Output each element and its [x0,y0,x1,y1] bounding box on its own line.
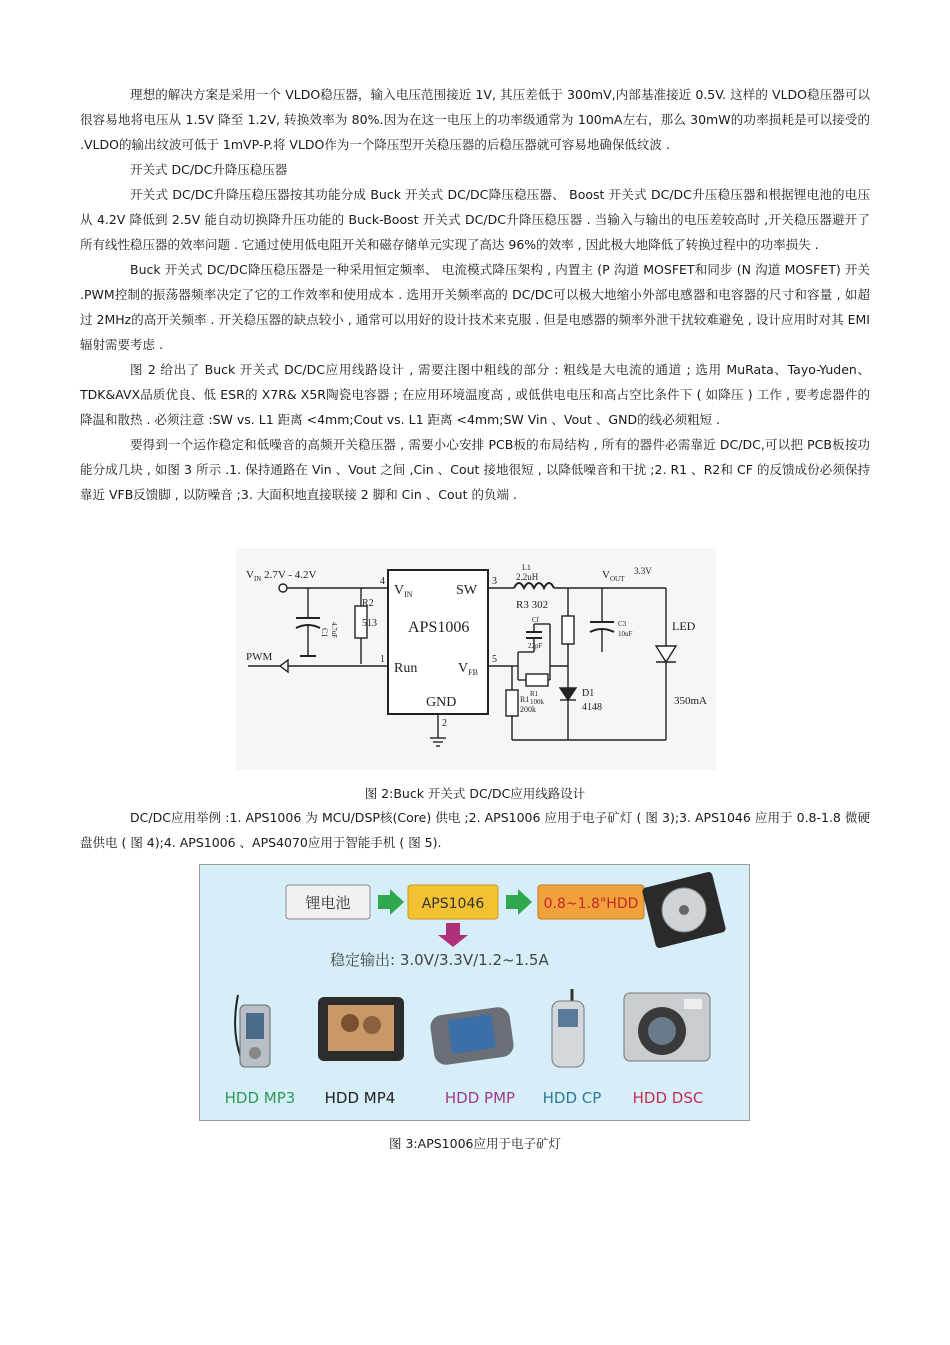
device-label-pmp: HDD PMP [444,1089,516,1107]
r1-feedback-value: 100k [530,698,544,706]
chip-name: APS1006 [408,619,470,636]
led-label: LED [672,619,696,633]
figure3-caption: 图 3:APS1006应用于电子矿灯 [389,1136,561,1151]
stable-output-label: 稳定输出: 3.0V/3.3V/1.2~1.5A [330,951,549,969]
section-heading-buck-boost: 开关式 DC/DC升降压稳压器 [130,162,288,177]
l1-value: 2.2uH [516,572,539,582]
hdd-box-label: 0.8~1.8"HDD [543,896,639,912]
arrow-down-icon [438,923,468,947]
pin-sw-label: SW [456,583,477,598]
mp4-player-icon [318,997,404,1061]
vout-label: $V_{OUT}$ [602,569,625,583]
pin-gnd-label: GND [426,695,457,710]
pin-run-label: Run [394,661,418,676]
pin-4-number: 4 [380,576,385,587]
paragraph-vldo: 理想的解决方案是采用一个 VLDO稳压器，输入电压范围接近 1V, 其压差低于 300mV,内部基准接近 0.5V. 这样的 VLDO稳压器可以很容易地将电压从 1.5V 降至 1.2V, 转换效率为 80%.因为在这一电压上的功率级通常为 100mA左右，那么 30mW的功率损耗是可以接受的 .VLDO的输出纹波可低于 1mVP-P.将 VLDO作为一个降压型开关稳压器的后稳压器就可容易地确保低纹波 . [80,87,870,152]
device-label-dsc: HDD DSC [632,1089,704,1107]
application-figure [199,864,750,1121]
battery-box-label: 锂电池 [305,894,351,912]
c1-label: C1 [320,628,329,638]
c3-value: 10uF [618,630,633,638]
c3-label: C3 [618,620,627,628]
pin-vfb-label: $V_{FB}$ [458,661,478,677]
device-label-mp3: HDD MP3 [224,1089,296,1107]
vin-label: $V_{IN}$ 2.7V - 4.2V [246,569,317,583]
text-block-upper [80,82,870,507]
mp3-player-icon [235,995,270,1067]
digital-camera-icon [624,993,710,1061]
arrow-right-icon [378,889,404,915]
d1-value: 4148 [582,702,602,713]
device-label-cp: HDD CP [542,1089,602,1107]
cell-phone-icon [552,989,584,1067]
r1-value: 200k [520,705,536,714]
figure2-caption: 图 2:Buck 开关式 DC/DC应用线路设计 [364,786,586,801]
pin-2-number: 2 [442,718,447,729]
paragraph-applications: DC/DC应用举例 :1. APS1006 为 MCU/DSP核(Core) 供电 ;2. APS1006 应用于电子矿灯 ( 图 3);3. APS1046 应用于 0.8-1.8 微硬盘供电 ( 图 4);4. APS1006 、APS4070应用于智能手机 ( 图 5). [80,810,870,850]
pin-5-number: 5 [492,654,497,665]
r2-value: 513 [362,618,377,629]
cf-value: 22pF [528,642,543,650]
paragraph-buck: Buck 开关式 DC/DC降压稳压器是一种采用恒定频率、 电流模式降压架构 , 内置主 (P 沟道 MOSFET和同步 (N 沟道 MOSFET) 开关 .PWM控制的振荡器频率决定了它的工作效率和使用成本 . 选用开关频率高的 DC/DC可以极大地缩小外部电感器和电容器的尺寸和容量 , 如超过 2MHz的高开关频率 . 开关稳压器的缺点较小 , 通常可以用好的设计技术来克服 . 但是电感器的频率外泄干扰较难避免 , 设计应用时对其 EMI辐射需要考虑 . [80,262,870,352]
c1-value: 4.7uF [330,622,338,639]
arrow-right-icon [506,889,532,915]
r2-label: R2 [362,598,374,609]
r1-feedback-label: R1 [530,690,539,698]
l1-label: L1 [522,563,531,572]
pin-1-number: 1 [380,654,385,665]
paragraph-pcb-layout: 要得到一个运作稳定和低噪音的高频开关稳压器 , 需要小心安排 PCB板的布局结构 , 所有的器件必需靠近 DC/DC,可以把 PCB板按功能分成几块 , 如图 3 所示 .1. 保持通路在 Vin 、Vout 之间 ,Cin 、Cout 接地很短 , 以降低噪音和干扰 ;2. R1 、R2和 CF 的反馈成份必须保持靠近 VFB反馈脚 , 以防噪音 ;3. 大面积地直接联接 2 脚和 Cin 、Cout 的负端 . [80,437,870,502]
vout-value: 3.3V [634,566,652,576]
cf-label: Cf [532,616,539,624]
r3-label: R3 302 [516,599,549,611]
paragraph-buck-boost: 开关式 DC/DC升降压稳压器按其功能分成 Buck 开关式 DC/DC降压稳压器、 Boost 开关式 DC/DC升压稳压器和根据锂电池的电压从 4.2V 降低到 2.5V 能自动切换降升压功能的 Buck-Boost 开关式 DC/DC升降压稳压器 . 当输入与输出的电压差较高时 ,开关稳压器避开了所有线性稳压器的效率问题 . 它通过使用低电阻开关和磁存储单元实现了高达 96%的效率 , 因此极大地降低了转换过程中的功率损失 . [80,187,870,252]
pwm-label: PWM [246,651,273,663]
pmp-player-icon [429,1006,515,1067]
hard-disk-icon [642,871,727,949]
pin-3-number: 3 [492,576,497,587]
r1-label: R1 [520,695,530,704]
device-label-mp4: HDD MP4 [324,1089,396,1107]
pin-vin-label: $V_{IN}$ [394,583,413,599]
circuit-diagram [236,548,716,770]
d1-label: D1 [582,688,595,699]
current-label: 350mA [674,695,707,707]
text-block-applications [80,805,870,855]
paragraph-figure2-notes: 图 2 给出了 Buck 开关式 DC/DC应用线路设计 , 需要注图中粗线的部分 : 粗线是大电流的通道 ; 选用 MuRata、Tayo-Yuden、TDK&AVX品质优良、低 ESR的 X7R& X5R陶瓷电容器 ; 在应用环境温度高 , 或低供电电压和高占空比条件下 ( 如降压 ) 工作 , 要考虑器件的降温和散热 . 必须注意 :SW vs. L1 距离 <4mm;Cout vs. L1 距离 <4mm;SW Vin 、Vout 、GND的线必须粗短 . [80,362,870,427]
chip-box-label: APS1046 [421,896,485,912]
